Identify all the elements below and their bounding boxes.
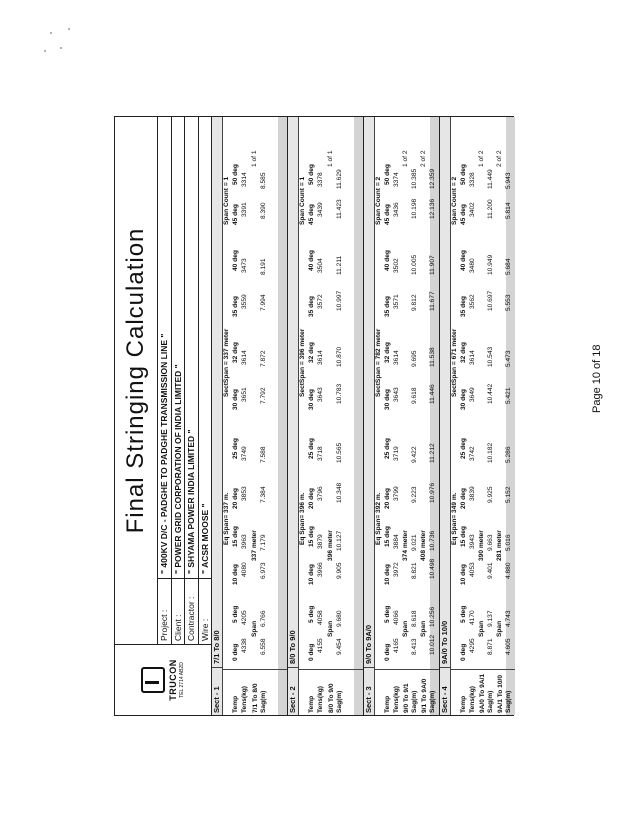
span-length: 408 meter [420, 530, 427, 561]
sag-value: 12.359 [429, 168, 436, 189]
tension-value: 4170 [469, 610, 476, 625]
section-body [299, 117, 363, 715]
sag-value: 5.684 [505, 258, 512, 275]
temp-header: 35 deg [460, 296, 467, 317]
sag-value: 10.997 [336, 290, 343, 311]
sag-value: 10.736 [429, 530, 436, 551]
info-value: " SHYAMA POWER INDIA LIMITED " [186, 429, 196, 574]
section-header [288, 117, 299, 715]
temp-header: 20 deg [308, 488, 315, 509]
sag-value: 10.870 [336, 346, 343, 367]
temp-header: 0 deg [308, 643, 315, 661]
section-range: 8/0 To 9/0 [288, 630, 297, 664]
sag-value: 4.880 [505, 562, 512, 579]
span-from: 8/0 To 9/0 [328, 683, 335, 713]
sag-value: 10.976 [429, 482, 436, 503]
section-range: 9A/0 To 10/0 [440, 620, 449, 664]
span-label: Span [420, 620, 427, 637]
tension-value: 3328 [469, 172, 476, 187]
sag-value: 8.390 [260, 202, 267, 219]
temp-label: Temp [460, 695, 467, 713]
tension-value: 3839 [469, 486, 476, 501]
temp-header: 15 deg [460, 526, 467, 547]
tension-label: Tens(kg) [393, 686, 400, 713]
span-label: Span [251, 620, 258, 637]
tension-value: 4066 [393, 610, 400, 625]
column-divider [223, 669, 287, 670]
project-info [158, 117, 211, 644]
sag-value: 8.821 [411, 562, 418, 579]
sag-value: 8.585 [260, 172, 267, 189]
span-length: 281 meter [496, 530, 503, 561]
sag-value: 5.152 [505, 486, 512, 503]
temp-header: 35 deg [308, 296, 315, 317]
sag-value: 9.812 [411, 294, 418, 311]
sag-value: 10.256 [429, 606, 436, 627]
section-block [364, 117, 440, 715]
logo-subtext: TEL 2714 AB2D [179, 662, 185, 698]
sag-value: 9.925 [487, 486, 494, 503]
sag-value: 5.286 [505, 446, 512, 463]
tension-value: 3614 [469, 350, 476, 365]
tension-value: 3439 [317, 202, 324, 217]
span-ratio: 1 of 1 [251, 150, 258, 167]
tension-value: 3943 [469, 534, 476, 549]
sag-value: 5.421 [505, 387, 512, 404]
span-from: 9A/1 To 10/0 [497, 675, 504, 713]
sag-label: Sag(m) [411, 690, 418, 713]
tension-value: 3378 [317, 172, 324, 187]
tension-value: 3614 [317, 350, 324, 365]
sag-value: 6.973 [260, 562, 267, 579]
sect-span: SectSpan = 782 meter [375, 328, 382, 397]
tension-value: 3571 [393, 294, 400, 309]
tension-value: 3796 [317, 486, 324, 501]
sag-value: 9.618 [411, 387, 418, 404]
span-from: 9/1 To 9A/0 [421, 678, 428, 713]
section-body [223, 117, 287, 715]
section-body [375, 117, 439, 715]
span-count: Span Count = 2 [451, 176, 458, 225]
tension-label: Tens(kg) [317, 686, 324, 713]
span-ratio: 1 of 1 [327, 150, 334, 167]
sag-value: 7.994 [260, 294, 267, 311]
temp-header: 25 deg [384, 438, 391, 459]
sag-value: 9.422 [411, 446, 418, 463]
sag-value: 5.016 [505, 534, 512, 551]
sag-value: 11.200 [487, 199, 494, 219]
tension-value: 3480 [469, 258, 476, 273]
temp-header: 50 deg [460, 164, 467, 185]
sag-value: 10.498 [429, 558, 436, 579]
sag-value: 8.413 [411, 638, 418, 655]
span-length: 374 meter [402, 530, 409, 561]
info-row [158, 117, 172, 644]
temp-header: 50 deg [308, 164, 315, 185]
temp-header: 20 deg [460, 488, 467, 509]
tension-value: 3879 [317, 534, 324, 549]
tension-value: 4205 [241, 610, 248, 625]
sag-value: 10.348 [336, 482, 343, 503]
tension-value: 3614 [241, 350, 248, 365]
temp-header: 15 deg [232, 526, 239, 547]
tension-label: Tens(kg) [241, 686, 248, 713]
scan-specks [40, 10, 80, 60]
sect-span: SectSpan = 337 meter [223, 328, 230, 397]
sag-value: 9.680 [336, 610, 343, 627]
temp-header: 50 deg [232, 164, 239, 185]
tension-value: 4155 [317, 638, 324, 653]
span-from: 7/1 To 8/0 [252, 683, 259, 713]
tension-value: 3559 [241, 294, 248, 309]
temp-header: 20 deg [384, 488, 391, 509]
section-range: 9/0 To 9A/0 [364, 624, 373, 664]
span-count: Span Count = 2 [375, 176, 382, 225]
tension-value: 3799 [393, 486, 400, 501]
sag-label: Sag(m) [505, 690, 512, 713]
info-row [185, 117, 199, 644]
span-ratio: 2 of 2 [496, 150, 503, 167]
tension-value: 3749 [241, 446, 248, 461]
tension-value: 4053 [469, 562, 476, 577]
sag-value: 10.697 [487, 290, 494, 311]
sag-value: 8.618 [411, 610, 418, 627]
sag-value: 11.677 [429, 291, 436, 311]
sag-value: 11.423 [336, 199, 343, 219]
info-label: Project : [158, 578, 171, 644]
temp-header: 0 deg [232, 643, 239, 661]
temp-header: 10 deg [460, 564, 467, 585]
sag-value: 9.905 [336, 562, 343, 579]
temp-header: 45 deg [460, 204, 467, 225]
sag-value: 9.021 [411, 534, 418, 551]
temp-header: 30 deg [384, 389, 391, 410]
section-id: Sect - 1 [212, 667, 222, 715]
sag-value: 10.182 [487, 442, 494, 463]
temp-header: 35 deg [384, 296, 391, 317]
sag-value: 11.212 [429, 443, 436, 463]
tension-value: 3742 [469, 446, 476, 461]
tension-value: 3374 [393, 172, 400, 187]
tension-label: Tens(kg) [469, 686, 476, 713]
info-value: " POWER GRID CORPORATION OF INDIA LIMITED " [172, 364, 183, 574]
section-id: Sect - 3 [364, 667, 374, 715]
span-label: Span [327, 620, 334, 637]
sag-value: 11.907 [429, 255, 436, 275]
temp-header: 5 deg [384, 605, 391, 623]
temp-header: 15 deg [308, 526, 315, 547]
info-label: Client : [172, 578, 185, 644]
span-count: Span Count = 1 [223, 176, 230, 225]
eq-span: Eq Span= 349 m. [451, 492, 458, 545]
span-length: 337 meter [251, 530, 258, 561]
tension-value: 4165 [393, 638, 400, 653]
temp-header: 20 deg [232, 488, 239, 509]
tension-value: 4295 [469, 638, 476, 653]
sag-value: 11.211 [336, 255, 343, 275]
logo-icon [141, 667, 165, 693]
span-length: 396 meter [327, 530, 334, 561]
tension-value: 3719 [393, 446, 400, 461]
sag-value: 4.605 [505, 638, 512, 655]
sag-value: 9.663 [487, 534, 494, 551]
temp-header: 32 deg [308, 342, 315, 363]
temp-header: 35 deg [232, 296, 239, 317]
sag-value: 7.872 [260, 350, 267, 367]
sag-value: 7.588 [260, 446, 267, 463]
span-ratio: 2 of 2 [420, 150, 427, 167]
section-header [212, 117, 223, 715]
sag-value: 9.137 [487, 610, 494, 627]
info-label: Contractor : [185, 578, 198, 644]
tension-value: 3402 [469, 202, 476, 217]
tension-value: 3718 [317, 446, 324, 461]
eq-span: Eq Span= 396 m. [299, 492, 306, 545]
tension-value: 3436 [393, 202, 400, 217]
sag-value: 9.223 [411, 486, 418, 503]
temp-header: 40 deg [384, 250, 391, 271]
temp-header: 0 deg [384, 643, 391, 661]
sag-value: 4.743 [505, 610, 512, 627]
info-value: " 400KV D/C - PADGHE TO PADGHE TRANSMISSION LINE " [159, 333, 169, 574]
temp-header: 15 deg [384, 526, 391, 547]
sag-value: 6.558 [260, 638, 267, 655]
sag-value: 5.814 [505, 202, 512, 219]
span-ratio: 1 of 2 [402, 150, 409, 167]
sag-value: 10.385 [411, 168, 418, 189]
temp-header: 30 deg [232, 389, 239, 410]
sections [212, 117, 515, 715]
tension-value: 4080 [241, 562, 248, 577]
span-label: Span [402, 620, 409, 637]
sag-value: 9.454 [336, 638, 343, 655]
temp-header: 45 deg [232, 204, 239, 225]
temp-header: 30 deg [460, 389, 467, 410]
section-id: Sect - 2 [288, 667, 298, 715]
sag-label: Sag(m) [336, 690, 343, 713]
tension-value: 3314 [241, 172, 248, 187]
temp-header: 40 deg [308, 250, 315, 271]
tension-value: 3473 [241, 258, 248, 273]
section-block [212, 117, 288, 715]
span-count: Span Count = 1 [299, 176, 306, 225]
tension-value: 3884 [393, 534, 400, 549]
sheet-header [115, 117, 212, 715]
temp-header: 30 deg [308, 389, 315, 410]
tension-value: 3614 [393, 350, 400, 365]
column-divider [451, 669, 515, 670]
tension-value: 4338 [241, 638, 248, 653]
column-divider [375, 669, 439, 670]
temp-header: 32 deg [232, 342, 239, 363]
sag-value: 10.005 [411, 254, 418, 275]
sect-span: SectSpan = 671 meter [451, 328, 458, 397]
info-row [199, 117, 212, 644]
sag-value: 10.198 [411, 198, 418, 219]
span-ratio: 1 of 2 [478, 150, 485, 167]
temp-header: 5 deg [308, 605, 315, 623]
span-from: 9/0 To 9/1 [403, 683, 410, 713]
tension-value: 3966 [317, 562, 324, 577]
temp-label: Temp [384, 695, 391, 713]
tension-value: 3504 [317, 258, 324, 273]
sag-value: 10.543 [487, 346, 494, 367]
sag-value: 9.401 [487, 562, 494, 579]
sag-value: 10.949 [487, 254, 494, 275]
company-logo [115, 644, 211, 715]
sag-value: 5.473 [505, 350, 512, 367]
temp-header: 10 deg [384, 564, 391, 585]
temp-header: 0 deg [460, 643, 467, 661]
tension-value: 3502 [393, 258, 400, 273]
tension-value: 3391 [241, 202, 248, 217]
info-row [172, 117, 186, 644]
sag-value: 11.446 [429, 384, 436, 404]
sag-value: 7.384 [260, 486, 267, 503]
temp-header: 45 deg [308, 204, 315, 225]
section-block [288, 117, 364, 715]
span-length: 390 meter [478, 530, 485, 561]
sag-value: 12.136 [429, 198, 436, 219]
section-body [451, 117, 515, 715]
sag-label: Sag(m) [260, 690, 267, 713]
span-label: Span [496, 620, 503, 637]
temp-header: 5 deg [232, 605, 239, 623]
section-block [440, 117, 515, 715]
temp-header: 25 deg [308, 438, 315, 459]
sag-value: 7.179 [260, 534, 267, 551]
page-number-text: Page 10 of 18 [591, 344, 603, 413]
temp-header: 50 deg [384, 164, 391, 185]
sag-value: 6.766 [260, 610, 267, 627]
temp-label: Temp [232, 695, 239, 713]
sag-value: 10.127 [336, 530, 343, 551]
sag-value: 9.695 [411, 350, 418, 367]
section-header [364, 117, 375, 715]
column-divider [299, 669, 363, 670]
temp-header: 40 deg [232, 250, 239, 271]
info-value: " ACSR MOOSE " [199, 503, 210, 574]
sag-value: 7.792 [260, 387, 267, 404]
temp-header: 32 deg [460, 342, 467, 363]
page-title: Final Stringing Calculation [115, 117, 158, 644]
stringing-sheet [114, 116, 514, 716]
sag-value: 10.012 [429, 634, 436, 655]
sag-value: 11.449 [487, 169, 494, 189]
tension-value: 3649 [469, 387, 476, 402]
section-header [440, 117, 451, 715]
sect-span: SectSpan = 396 meter [299, 328, 306, 397]
temp-header: 10 deg [308, 564, 315, 585]
temp-label: Temp [308, 695, 315, 713]
tension-value: 3651 [241, 387, 248, 402]
sag-value: 10.442 [487, 383, 494, 404]
tension-value: 3972 [393, 562, 400, 577]
tension-value: 3643 [393, 387, 400, 402]
temp-header: 40 deg [460, 250, 467, 271]
eq-span: Eq Span= 392 m. [375, 492, 382, 545]
span-from: 9A/0 To 9A/1 [479, 673, 486, 713]
info-label: Wire : [199, 578, 212, 644]
tension-value: 3572 [317, 294, 324, 309]
eq-span: Eq Span= 337 m. [223, 492, 230, 545]
tension-value: 3853 [241, 486, 248, 501]
temp-header: 45 deg [384, 204, 391, 225]
sag-value: 5.553 [505, 294, 512, 311]
sag-row-shade [354, 117, 363, 715]
sag-value: 8.191 [260, 258, 267, 275]
tension-value: 3562 [469, 294, 476, 309]
sag-value: 10.783 [336, 383, 343, 404]
sag-value: 11.538 [429, 347, 436, 367]
section-range: 7/1 To 8/0 [212, 630, 221, 664]
temp-header: 25 deg [460, 438, 467, 459]
temp-header: 10 deg [232, 564, 239, 585]
temp-header: 32 deg [384, 342, 391, 363]
sag-value: 11.629 [336, 169, 343, 189]
tension-value: 3643 [317, 387, 324, 402]
tension-value: 3963 [241, 534, 248, 549]
tension-value: 4058 [317, 610, 324, 625]
logo-name: TRUCON [168, 659, 178, 701]
span-label: Span [478, 620, 485, 637]
sag-label: Sag(m) [429, 690, 436, 713]
sag-value: 5.943 [505, 172, 512, 189]
sag-row-shade [278, 117, 287, 715]
sag-label: Sag(m) [487, 690, 494, 713]
sag-value: 10.565 [336, 442, 343, 463]
temp-header: 5 deg [460, 605, 467, 623]
temp-header: 25 deg [232, 438, 239, 459]
sag-value: 8.871 [487, 638, 494, 655]
section-id: Sect - 4 [440, 667, 450, 715]
